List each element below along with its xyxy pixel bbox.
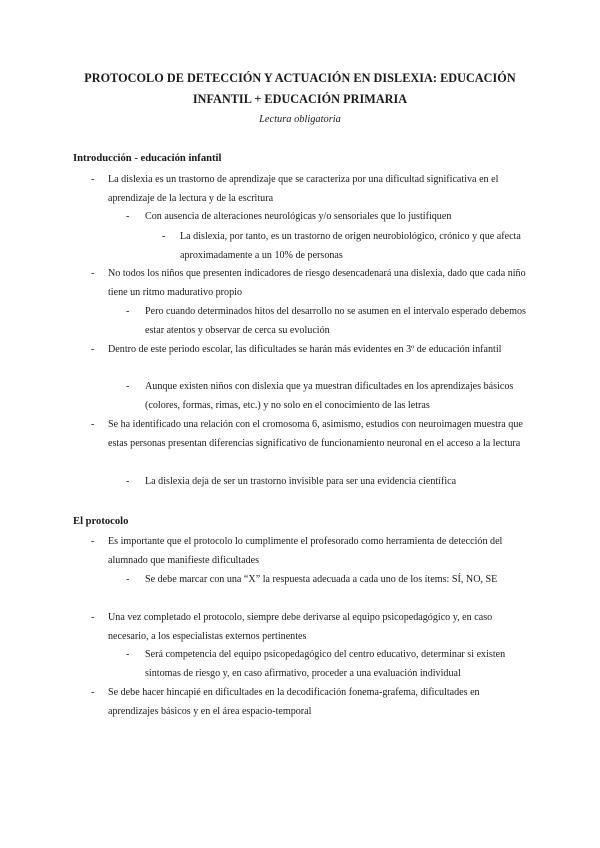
bullet-dash: - (91, 536, 95, 547)
title-line-1: PROTOCOLO DE DETECCIÓN Y ACTUACIÓN EN DISLEXIA: EDUCACIÓN (84, 71, 516, 85)
bullet-dash: - (126, 381, 130, 392)
list-item-text: Una vez completado el protocolo, siempre debe derivarse al equipo psicopedagógico y, en caso necesario, a los especialistas externos pertinentes (108, 612, 493, 642)
section-heading-protocolo: El protocolo (73, 516, 129, 527)
bullet-dash: - (126, 211, 130, 222)
list-item-text: No todos los niños que presenten indicadores de riesgo desencadenará una dislexia, dado que cada niño tiene un ritmo madurativo propio (108, 268, 526, 298)
bullet-dash: - (91, 419, 95, 430)
document-subtitle: Lectura obligatoria (259, 114, 341, 125)
list-item-text: La dislexia es un trastorno de aprendizaje que se caracteriza por una dificultad significativa en el aprendizaje de la lectura y de la escritura (108, 174, 499, 204)
list-item (126, 570, 515, 589)
list-item (91, 683, 530, 721)
title-line-2: INFANTIL + EDUCACIÓN PRIMARIA (192, 92, 408, 106)
bullet-dash: - (162, 231, 166, 242)
list-item-text: Aunque existen niños con dislexia que ya muestran dificultades en los aprendizajes básicos (colores, formas, rimas, etc.) y no solo en el conocimiento de las letras (145, 381, 514, 411)
bullet-dash: - (91, 268, 95, 279)
list-item (91, 340, 530, 359)
list-item (91, 170, 530, 208)
list-item-text: Se ha identificado una relación con el cromosoma 6, asimismo, estudios con neuroimagen muestra que estas personas presentan diferencias significativo de funcionamiento neuronal en el acceso a la lectura (108, 419, 523, 449)
section-heading-introduccion: Introducción - educación infantil (73, 153, 222, 164)
bullet-dash: - (91, 612, 95, 623)
list-item-text: Con ausencia de alteraciones neurológicas y/o sensoriales que lo justifiquen (145, 211, 452, 222)
list-item (126, 472, 530, 491)
list-item (162, 227, 530, 265)
bullet-dash: - (91, 687, 95, 698)
bullet-dash: - (126, 649, 130, 660)
bullet-dash: - (126, 574, 130, 585)
list-item-text: Será competencia del equipo psicopedagógico del centro educativo, determinar si existen síntomas de riesgo y, en caso afirmativo, proceder a una evaluación individual (145, 649, 506, 679)
bullet-dash: - (126, 306, 130, 317)
list-item-text: La dislexia, por tanto, es un trastorno de origen neurobiológico, crónico y que afecta aproximadamente a un 10% de personas (180, 231, 521, 261)
list-item (91, 264, 530, 302)
list-item (91, 415, 530, 453)
list-item-text: Dentro de este periodo escolar, las dificultades se harán más evidentes en 3º de educación infantil (108, 344, 502, 355)
list-item (126, 207, 530, 226)
list-item-text: Se debe hacer hincapié en dificultades en la decodificación fonema-grafema, dificultades en aprendizajes básicos y en el área espacio-temporal (108, 687, 480, 717)
list-item-text: Se debe marcar con una “X” la respuesta adecuada a cada uno de los ítems: SÍ, NO, SE (145, 574, 498, 585)
bullet-dash: - (126, 476, 130, 487)
bullet-dash: - (91, 174, 95, 185)
list-item (91, 532, 530, 570)
list-item (126, 645, 530, 683)
list-item (91, 608, 530, 646)
list-item-text: Es importante que el protocolo lo cumplimente el profesorado como herramienta de detección del alumnado que manifieste dificultades (108, 536, 503, 566)
list-item (126, 377, 530, 415)
list-item-text: La dislexia deja de ser un trastorno invisible para ser una evidencia científica (145, 476, 457, 487)
document-title (60, 68, 540, 110)
list-item-text: Pero cuando determinados hitos del desarrollo no se asumen en el intervalo esperado debemos estar atentos y observar de cerca su evolución (145, 306, 526, 336)
bullet-dash: - (91, 344, 95, 355)
list-item (126, 302, 530, 340)
